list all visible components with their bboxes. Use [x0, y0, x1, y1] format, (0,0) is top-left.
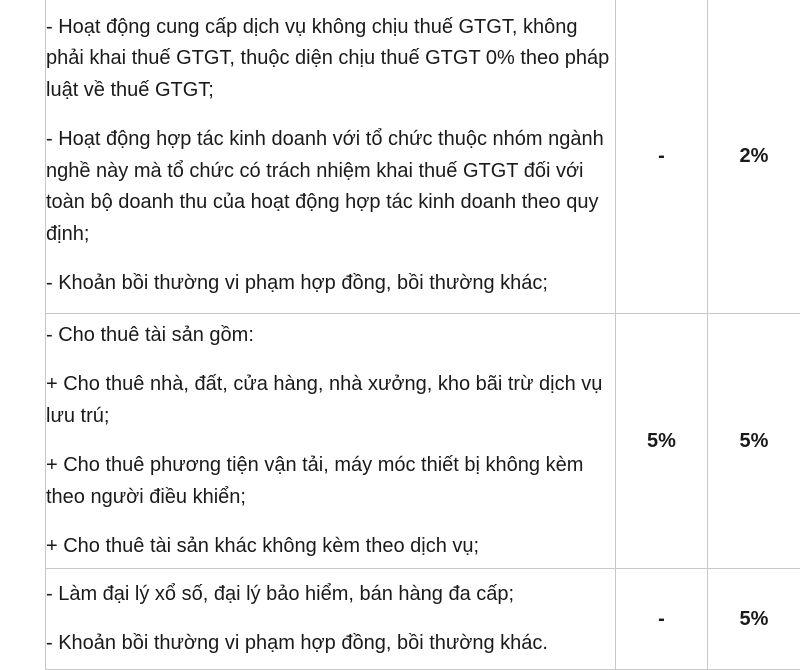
vat-rate-cell: 5%	[616, 314, 708, 569]
activity-description-cell	[46, 314, 616, 569]
table-row	[46, 0, 800, 314]
activity-item: - Làm đại lý xổ số, đại lý bảo hiểm, bán hàng đa cấp;	[46, 579, 615, 611]
vat-rate-cell: -	[616, 0, 708, 314]
activity-item: + Cho thuê nhà, đất, cửa hàng, nhà xưởng, kho bãi trừ dịch vụ lưu trú;	[46, 369, 615, 432]
pit-rate-cell: 2%	[708, 0, 800, 314]
activity-item: - Khoản bồi thường vi phạm hợp đồng, bồi thường khác;	[46, 268, 615, 300]
activity-item: - Hoạt động hợp tác kinh doanh với tổ chức thuộc nhóm ngành nghề này mà tổ chức có trách nhiệm khai thuế GTGT đối với toàn bộ doanh thu của hoạt động hợp tác kinh doanh theo quy định;	[46, 124, 615, 250]
tax-rate-table	[45, 0, 800, 670]
activity-item: + Cho thuê phương tiện vận tải, máy móc thiết bị không kèm theo người điều khiển;	[46, 450, 615, 513]
table-row	[46, 569, 800, 670]
activity-description-cell	[46, 569, 616, 670]
activity-item: - Hoạt động cung cấp dịch vụ không chịu thuế GTGT, không phải khai thuế GTGT, thuộc diện chịu thuế GTGT 0% theo pháp luật về thuế GTGT;	[46, 12, 615, 107]
activity-description-cell	[46, 0, 616, 314]
activity-item: + Cho thuê tài sản khác không kèm theo dịch vụ;	[46, 531, 615, 563]
activity-item: - Cho thuê tài sản gồm:	[46, 320, 615, 352]
pit-rate-cell: 5%	[708, 314, 800, 569]
pit-rate-cell: 5%	[708, 569, 800, 670]
vat-rate-cell: -	[616, 569, 708, 670]
table-row	[46, 314, 800, 569]
activity-item: - Khoản bồi thường vi phạm hợp đồng, bồi thường khác.	[46, 628, 615, 660]
